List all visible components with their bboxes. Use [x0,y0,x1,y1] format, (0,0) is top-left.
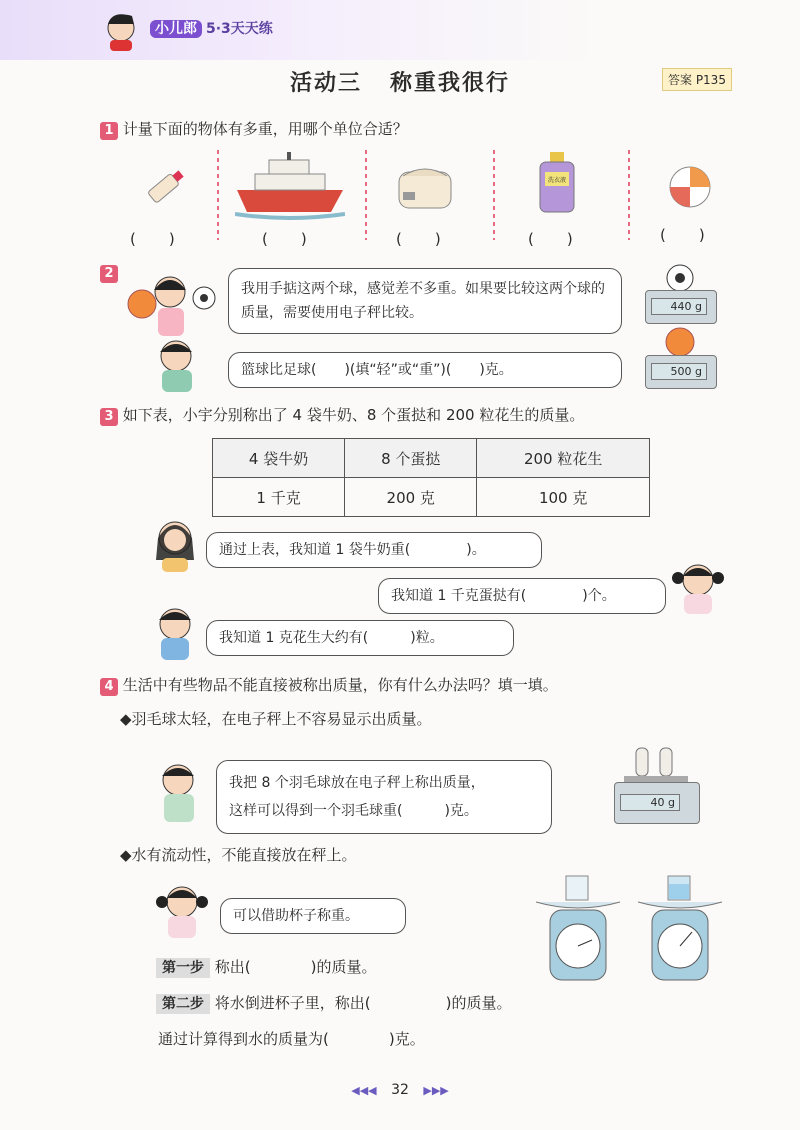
q1-blank-5[interactable]: ( ) [660,226,706,244]
q2-number: 2 [100,265,118,283]
q4-bubble-2: 可以借助杯子称重。 [220,898,406,934]
page-number: 32 [391,1082,409,1098]
toothpaste-icon [140,162,190,216]
q1-blank-4[interactable]: ( ) [528,230,574,248]
divider [493,150,495,240]
q4-bubble-1 [216,760,552,834]
brand [150,18,273,38]
q3-bubble-3: 我知道 1 克花生大约有( )粒。 [206,620,514,656]
scale-3-display: 40 g [620,794,680,811]
girl-pigtails-icon [152,880,212,944]
answer-tag: 答案 P135 [662,68,732,91]
next-arrows: ▶▶▶ [423,1084,449,1097]
q2-bubble-2: 篮球比足球( )(填“轻”或“重”)( )克。 [228,352,622,388]
boy-icon [150,604,200,664]
q3-bubble-2: 我知道 1 千克蛋挞有( )个。 [378,578,666,614]
q4-sub1: ◆羽毛球太轻，在电子秤上不容易显示出质量。 [120,710,432,728]
scale-1 [645,262,715,322]
q3-text: 如下表，小宇分别称出了 4 袋牛奶、8 个蛋挞和 200 粒花生的质量。 [122,406,585,424]
boy-icon [150,336,210,396]
title-part2: 称重我很行 [390,71,511,96]
q4-bubble-1-line1: 我把 8 个羽毛球放在电子秤上称出质量， [229,775,485,791]
q1-text: 计量下面的物体有多重，用哪个单位合适？ [122,120,408,138]
kitchen-scale-empty-cup-icon [528,874,628,988]
q3-bubble-1: 通过上表，我知道 1 袋牛奶重( )。 [206,532,542,568]
q3-prompt [100,404,584,426]
q1-blank-3[interactable]: ( ) [396,230,442,248]
q1-blank-2[interactable]: ( ) [262,230,308,248]
step1-text: 称出( )的质量。 [214,958,377,976]
q4-final: 通过计算得到水的质量为( )克。 [158,1030,425,1048]
table-cell: 1 千克 [213,478,345,517]
q1-number: 1 [100,122,118,140]
girl-pigtails-icon [668,558,728,618]
bottle-label: 洗衣液 [547,177,567,184]
q4-number: 4 [100,678,118,696]
step1-label: 第一步 [156,958,210,978]
q2-bubble-1: 我用手掂这两个球，感觉差不多重。如果要比较这两个球的质量，需要使用电子秤比较。 [228,268,622,334]
divider [217,150,219,240]
divider [628,150,630,240]
girl-icon [150,516,200,576]
divider [365,150,367,240]
rice-cooker-icon [395,162,455,216]
step2-text: 将水倒进杯子里，称出( )的质量。 [214,994,512,1012]
table-cell: 200 克 [345,478,477,517]
table-header: 200 粒花生 [477,439,650,478]
title-part1: 活动三 [289,71,362,96]
q1-prompt [100,118,408,140]
detergent-bottle-icon [538,150,578,218]
q4-step1 [156,956,377,977]
q3-table [212,438,650,517]
girl-with-balls-icon [118,268,218,342]
q2-number-wrap [100,262,118,283]
scale-2 [645,325,715,385]
brand-logo: 小儿郎 [150,20,202,38]
prev-arrows: ◀◀◀ [351,1084,377,1097]
footer [0,1082,800,1098]
q4-step2 [156,992,512,1013]
scale-1-display: 440 g [651,298,707,315]
brand-text: 5·3天天练 [206,21,273,37]
scale-3 [614,740,698,824]
q4-prompt [100,674,558,696]
table-cell: 100 克 [477,478,650,517]
kitchen-scale-water-cup-icon [630,874,730,988]
ship-icon [235,150,345,224]
beach-ball-icon [668,165,712,213]
q4-sub2: ◆水有流动性，不能直接放在秤上。 [120,846,357,864]
q4-text: 生活中有些物品不能直接被称出质量，你有什么办法吗？填一填。 [122,676,558,694]
table-header: 4 袋牛奶 [213,439,345,478]
mascot-icon [102,10,140,52]
boy-icon [152,760,212,828]
step2-label: 第二步 [156,994,210,1014]
q1-blank-1[interactable]: ( ) [130,230,176,248]
q3-number: 3 [100,408,118,426]
q4-bubble-1-line2: 这样可以得到一个羽毛球重( )克。 [229,803,478,819]
table-header: 8 个蛋挞 [345,439,477,478]
scale-2-display: 500 g [651,363,707,380]
